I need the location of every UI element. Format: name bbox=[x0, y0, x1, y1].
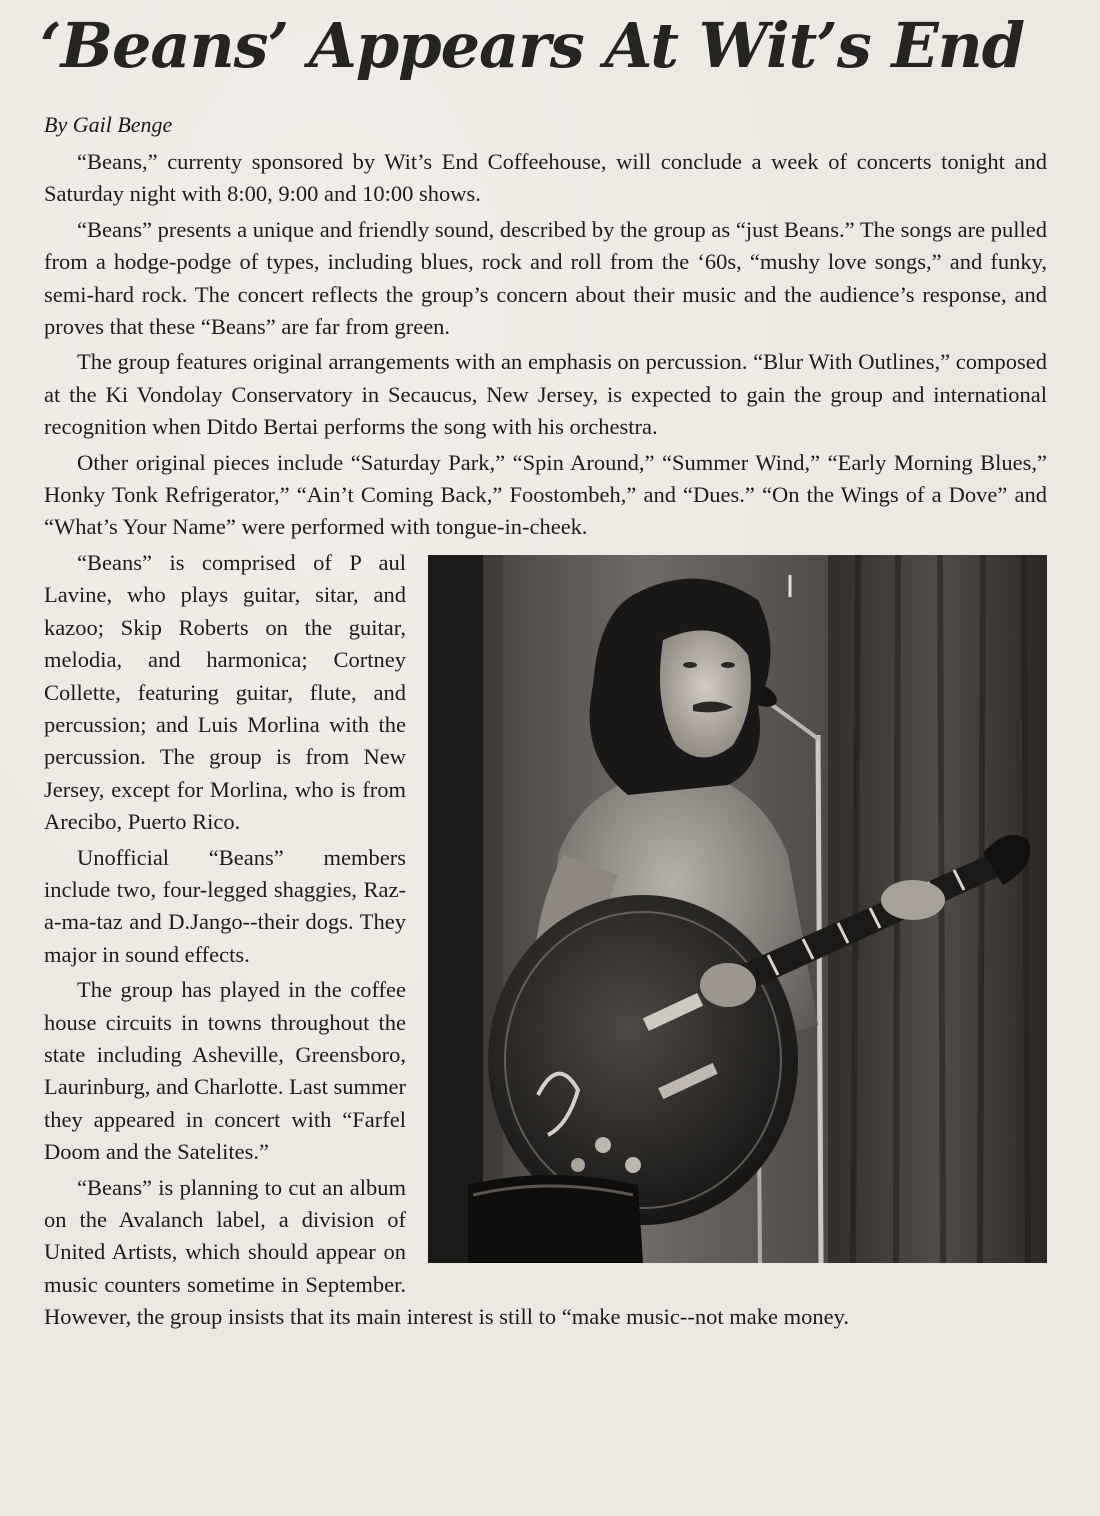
paragraph-5: “Beans” is comprised of P aul Lavine, who plays guitar, sitar, and kazoo; Skip Roberts on the guitar, melodia, and harmonica; Cortney Collette, featuring guitar, flute, and percussion; and Luis Morlina with the percussion. The group is from New Jersey, except for Morlina, who is from Arecibo, Puerto Rico. bbox=[44, 549, 406, 835]
byline: By Gail Benge bbox=[44, 112, 173, 137]
performer-photo bbox=[428, 555, 1047, 1263]
article-body bbox=[44, 146, 1047, 1337]
headline: ‘Beans’ Appears At Wit’s End bbox=[40, 9, 1025, 82]
paragraph-8: “Beans” is planning to cut an album on the Avalanch label, a division of United Artists, which should appear on music counters sometime in September. However, the group insists that its main interest is still to “make music--not make money. bbox=[44, 1174, 849, 1330]
paragraph-3: The group features original arrangements with an emphasis on percussion. “Blur With Outlines,” composed at the Ki Vondolay Conservatory in Secaucus, New Jersey, is expected to gain the group and international recognition when Ditdo Bertai performs the song with his orchestra. bbox=[44, 349, 1047, 440]
paragraph-4: Other original pieces include “Saturday Park,” “Spin Around,” “Summer Wind,” “Early Morning Blues,” Honky Tonk Refrigerator,” “Ain’t Coming Back,” Foostombeh,” and “Dues.” “On the Wings of a Dove” and “What’s Your Name” were performed with tongue-in-cheek. bbox=[44, 449, 1047, 540]
paragraph-6: Unofficial “Beans” members include two, four-legged shaggies, Raz-a-ma-taz and D.Jango--their dogs. They major in sound effects. bbox=[44, 844, 406, 967]
guitarist-photo-illustration bbox=[428, 555, 1047, 1263]
paragraph-1: “Beans,” currenty sponsored by Wit’s End Coffeehouse, will conclude a week of concerts tonight and Saturday night with 8:00, 9:00 and 10:00 shows. bbox=[44, 149, 1047, 207]
paragraph-7: The group has played in the coffee house circuits in towns throughout the state including Asheville, Greensboro, Laurinburg, and Charlotte. Last summer they appeared in concert with “Farfel Doom and the Satelites.” bbox=[44, 977, 406, 1165]
paragraph-2: “Beans” presents a unique and friendly sound, described by the group as “just Beans.” The songs are pulled from a hodge-podge of types, including blues, rock and roll from the ‘60s, “mushy love songs,” and funky, semi-hard rock. The concert reflects the group’s concern about their music and the audience’s response, and proves that these “Beans” are far from green. bbox=[44, 216, 1047, 340]
